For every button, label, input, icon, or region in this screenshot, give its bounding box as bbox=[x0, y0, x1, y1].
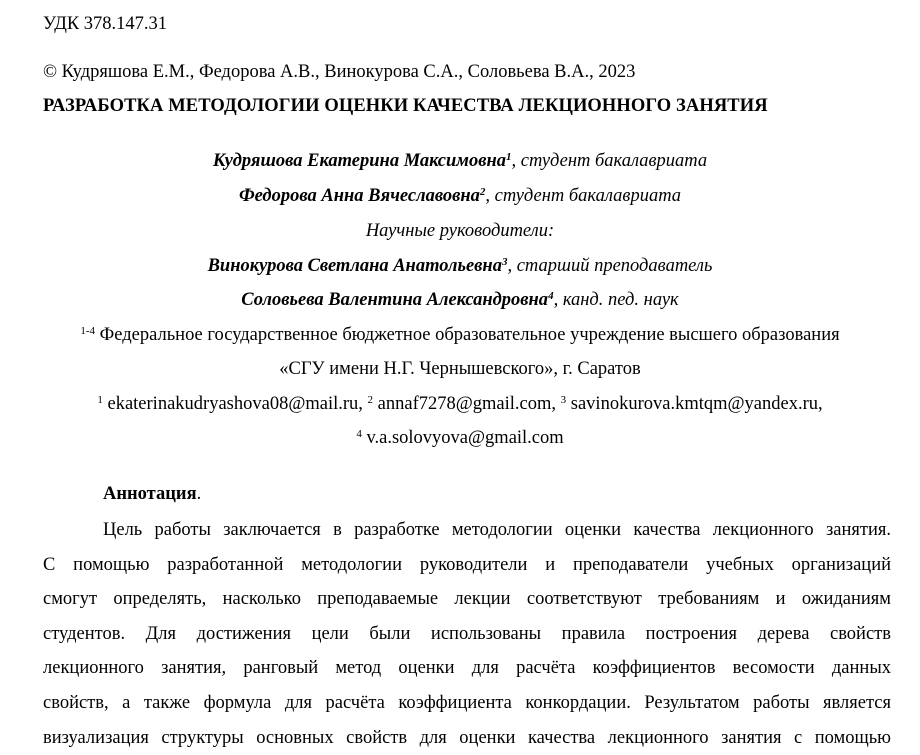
abstract-line: свойств, а также формула для расчёта коэффициента конкордации. Результатом работы является bbox=[43, 692, 891, 713]
supervisor-line-2 bbox=[0, 288, 920, 312]
affiliation-sup: 1-4 bbox=[80, 325, 96, 337]
supervisor-role: , старший преподаватель bbox=[507, 256, 713, 276]
abstract-line: лекционного занятия, ранговый метод оценки для расчёта коэффициентов весомости данных bbox=[43, 658, 891, 679]
affiliation-text: Федеральное государственное бюджетное образовательное учреждение высшего образования bbox=[95, 325, 840, 345]
email-sup: 2 bbox=[367, 394, 374, 406]
abstract-heading bbox=[103, 482, 201, 506]
email-link[interactable]: annaf7278@gmail.com, bbox=[373, 394, 561, 414]
email-sup: 4 bbox=[356, 428, 362, 440]
supervisors-label: Научные руководители: bbox=[365, 221, 555, 241]
email-line-2 bbox=[0, 426, 920, 450]
email-line-1 bbox=[0, 392, 920, 416]
author-name: Федорова Анна Вячеславовна bbox=[238, 186, 480, 206]
email-link[interactable]: savinokurova.kmtqm@yandex.ru, bbox=[566, 394, 823, 414]
supervisor-name: Винокурова Светлана Анатольевна bbox=[207, 256, 502, 276]
email-sup: 3 bbox=[560, 394, 567, 406]
email-sup: 1 bbox=[97, 394, 103, 406]
supervisor-sup: 3 bbox=[501, 256, 508, 268]
supervisor-role: , канд. пед. наук bbox=[553, 290, 679, 310]
author-line-1 bbox=[0, 149, 920, 173]
author-role: , студент бакалавриата bbox=[511, 151, 708, 171]
author-role: , студент бакалавриата bbox=[485, 186, 682, 206]
supervisor-line-1 bbox=[0, 254, 920, 278]
abstract-line: визуализация структуры основных свойств для оценки качества лекционного занятия с помощью bbox=[43, 727, 891, 748]
affiliation-line-2: «СГУ имени Н.Г. Чернышевского», г. Саратов bbox=[279, 359, 641, 379]
abstract-line: С помощью разработанной методологии руководители и преподаватели учебных организаций bbox=[43, 554, 891, 575]
paper-title: РАЗРАБОТКА МЕТОДОЛОГИИ ОЦЕНКИ КАЧЕСТВА ЛЕКЦИОННОГО ЗАНЯТИЯ bbox=[43, 96, 768, 116]
affiliation-line-1 bbox=[0, 323, 920, 347]
abstract-paragraph bbox=[43, 513, 891, 755]
udk-code: УДК 378.147.31 bbox=[43, 14, 168, 34]
abstract-line: студентов. Для достижения цели были использованы правила построения дерева свойств bbox=[43, 623, 891, 644]
author-sup: 1 bbox=[506, 151, 512, 163]
supervisor-sup: 4 bbox=[548, 290, 554, 302]
author-name: Кудряшова Екатерина Максимовна bbox=[212, 151, 507, 171]
email-link[interactable]: v.a.solovyova@gmail.com bbox=[361, 428, 564, 448]
author-line-2 bbox=[0, 184, 920, 208]
abstract-heading-dot: . bbox=[196, 484, 202, 504]
abstract-line: Цель работы заключается в разработке методологии оценки качества лекционного занятия. bbox=[103, 520, 891, 540]
author-sup: 2 bbox=[479, 186, 486, 198]
email-link[interactable]: ekaterinakudryashova08@mail.ru, bbox=[102, 394, 368, 414]
copyright-line: © Кудряшова Е.М., Федорова А.В., Винокурова С.А., Соловьева В.А., 2023 bbox=[43, 62, 636, 82]
supervisor-name: Соловьева Валентина Александровна bbox=[241, 290, 549, 310]
abstract-heading-text: Аннотация bbox=[103, 484, 197, 504]
abstract-line: смогут определять, насколько преподаваемые лекции соответствуют требованиям и ожиданиям bbox=[43, 589, 891, 610]
